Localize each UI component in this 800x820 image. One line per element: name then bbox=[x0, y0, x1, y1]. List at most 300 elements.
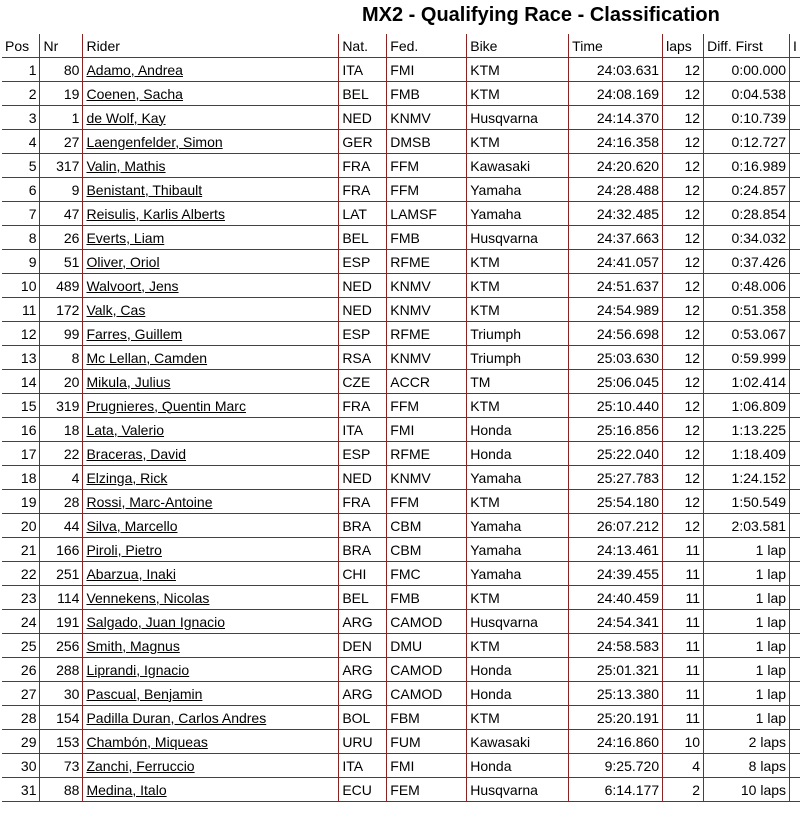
cell-rider bbox=[83, 442, 339, 466]
cell-pos: 25 bbox=[2, 634, 40, 658]
cell-nr: 154 bbox=[40, 706, 83, 730]
cell-rider bbox=[83, 106, 339, 130]
header-pos: Pos bbox=[2, 34, 40, 58]
cell-bike: Yamaha bbox=[467, 202, 569, 226]
cell-rider bbox=[83, 370, 339, 394]
cell-nat: CZE bbox=[339, 370, 387, 394]
cell-diff-first: 1 lap bbox=[704, 634, 790, 658]
cell-fed: RFME bbox=[387, 322, 467, 346]
cell-rider bbox=[83, 466, 339, 490]
cell-bike: Triumph bbox=[467, 322, 569, 346]
cell-rider bbox=[83, 82, 339, 106]
cell-laps: 12 bbox=[663, 178, 704, 202]
cell-diff-first: 0:37.426 bbox=[704, 250, 790, 274]
table-row bbox=[2, 754, 800, 778]
cell-nr: 26 bbox=[40, 226, 83, 250]
cell-pos: 21 bbox=[2, 538, 40, 562]
cell-nr: 153 bbox=[40, 730, 83, 754]
rider-link[interactable]: Benistant, Thibault bbox=[86, 181, 203, 198]
cell-bike: Honda bbox=[467, 418, 569, 442]
cell-extra bbox=[790, 442, 800, 466]
cell-time: 24:54.341 bbox=[569, 610, 663, 634]
cell-laps: 12 bbox=[663, 514, 704, 538]
cell-laps: 11 bbox=[663, 586, 704, 610]
table-row bbox=[2, 586, 800, 610]
cell-nr: 191 bbox=[40, 610, 83, 634]
cell-time: 24:16.358 bbox=[569, 130, 663, 154]
cell-nr: 80 bbox=[40, 58, 83, 82]
cell-diff-first: 1:50.549 bbox=[704, 490, 790, 514]
table-row bbox=[2, 418, 800, 442]
cell-fed: FFM bbox=[387, 178, 467, 202]
cell-pos: 8 bbox=[2, 226, 40, 250]
rider-link[interactable]: Adamo, Andrea bbox=[86, 61, 183, 78]
cell-nr: 20 bbox=[40, 370, 83, 394]
cell-nat: FRA bbox=[339, 394, 387, 418]
cell-laps: 11 bbox=[663, 610, 704, 634]
rider-link[interactable]: Valk, Cas bbox=[86, 301, 146, 318]
rider-link[interactable]: Everts, Liam bbox=[86, 229, 165, 246]
rider-link[interactable]: Rossi, Marc-Antoine bbox=[86, 493, 213, 510]
cell-rider bbox=[83, 274, 339, 298]
cell-laps: 12 bbox=[663, 106, 704, 130]
cell-pos: 17 bbox=[2, 442, 40, 466]
cell-nr: 319 bbox=[40, 394, 83, 418]
cell-diff-first: 2 laps bbox=[704, 730, 790, 754]
cell-pos: 24 bbox=[2, 610, 40, 634]
cell-nat: ARG bbox=[339, 610, 387, 634]
cell-fed: FMI bbox=[387, 754, 467, 778]
rider-link[interactable]: Mikula, Julius bbox=[86, 373, 171, 390]
table-row bbox=[2, 658, 800, 682]
cell-laps: 4 bbox=[663, 754, 704, 778]
cell-pos: 18 bbox=[2, 466, 40, 490]
rider-link[interactable]: Oliver, Oriol bbox=[86, 253, 160, 270]
rider-link[interactable]: Medina, Italo bbox=[86, 781, 167, 798]
cell-diff-first: 0:10.739 bbox=[704, 106, 790, 130]
cell-nat: ITA bbox=[339, 58, 387, 82]
cell-diff-first: 0:00.000 bbox=[704, 58, 790, 82]
cell-fed: RFME bbox=[387, 442, 467, 466]
cell-fed: KNMV bbox=[387, 106, 467, 130]
cell-diff-first: 0:28.854 bbox=[704, 202, 790, 226]
cell-bike: KTM bbox=[467, 394, 569, 418]
cell-fed: CAMOD bbox=[387, 610, 467, 634]
cell-rider bbox=[83, 706, 339, 730]
cell-bike: KTM bbox=[467, 274, 569, 298]
cell-rider bbox=[83, 682, 339, 706]
cell-pos: 9 bbox=[2, 250, 40, 274]
table-row bbox=[2, 610, 800, 634]
cell-fed: FMB bbox=[387, 586, 467, 610]
cell-nat: FRA bbox=[339, 178, 387, 202]
cell-extra bbox=[790, 202, 800, 226]
rider-link[interactable]: Padilla Duran, Carlos Andres bbox=[86, 709, 267, 726]
cell-pos: 29 bbox=[2, 730, 40, 754]
cell-bike: Yamaha bbox=[467, 538, 569, 562]
cell-nr: 114 bbox=[40, 586, 83, 610]
cell-laps: 12 bbox=[663, 202, 704, 226]
cell-nr: 166 bbox=[40, 538, 83, 562]
cell-nat: NED bbox=[339, 298, 387, 322]
cell-rider bbox=[83, 562, 339, 586]
cell-diff-first: 0:12.727 bbox=[704, 130, 790, 154]
cell-extra bbox=[790, 418, 800, 442]
cell-nat: URU bbox=[339, 730, 387, 754]
cell-nr: 28 bbox=[40, 490, 83, 514]
cell-bike: Kawasaki bbox=[467, 154, 569, 178]
cell-laps: 2 bbox=[663, 778, 704, 802]
table-row bbox=[2, 538, 800, 562]
cell-laps: 12 bbox=[663, 154, 704, 178]
cell-bike: Yamaha bbox=[467, 178, 569, 202]
cell-extra bbox=[790, 346, 800, 370]
table-row bbox=[2, 154, 800, 178]
cell-fed: FFM bbox=[387, 490, 467, 514]
table-row bbox=[2, 298, 800, 322]
cell-laps: 12 bbox=[663, 82, 704, 106]
cell-nr: 4 bbox=[40, 466, 83, 490]
cell-bike: KTM bbox=[467, 586, 569, 610]
table-header-row bbox=[2, 34, 800, 58]
cell-extra bbox=[790, 298, 800, 322]
cell-pos: 6 bbox=[2, 178, 40, 202]
table-row bbox=[2, 634, 800, 658]
cell-fed: DMU bbox=[387, 634, 467, 658]
table-row bbox=[2, 706, 800, 730]
cell-laps: 12 bbox=[663, 322, 704, 346]
cell-fed: DMSB bbox=[387, 130, 467, 154]
cell-laps: 11 bbox=[663, 634, 704, 658]
cell-pos: 15 bbox=[2, 394, 40, 418]
cell-extra bbox=[790, 658, 800, 682]
rider-link[interactable]: Braceras, David bbox=[86, 445, 187, 462]
cell-nat: ESP bbox=[339, 322, 387, 346]
table-row bbox=[2, 82, 800, 106]
header-extra: I bbox=[790, 34, 800, 58]
cell-nr: 251 bbox=[40, 562, 83, 586]
cell-diff-first: 10 laps bbox=[704, 778, 790, 802]
cell-pos: 11 bbox=[2, 298, 40, 322]
cell-rider bbox=[83, 538, 339, 562]
table-row bbox=[2, 562, 800, 586]
cell-pos: 1 bbox=[2, 58, 40, 82]
cell-nat: BEL bbox=[339, 226, 387, 250]
cell-time: 24:14.370 bbox=[569, 106, 663, 130]
cell-time: 9:25.720 bbox=[569, 754, 663, 778]
cell-rider bbox=[83, 58, 339, 82]
header-rider: Rider bbox=[83, 34, 339, 58]
cell-nr: 489 bbox=[40, 274, 83, 298]
cell-nr: 51 bbox=[40, 250, 83, 274]
cell-extra bbox=[790, 730, 800, 754]
cell-fed: FUM bbox=[387, 730, 467, 754]
cell-rider bbox=[83, 634, 339, 658]
cell-pos: 31 bbox=[2, 778, 40, 802]
header-fed: Fed. bbox=[387, 34, 467, 58]
table-row bbox=[2, 226, 800, 250]
cell-nr: 317 bbox=[40, 154, 83, 178]
cell-time: 24:03.631 bbox=[569, 58, 663, 82]
cell-pos: 23 bbox=[2, 586, 40, 610]
cell-extra bbox=[790, 130, 800, 154]
cell-nr: 73 bbox=[40, 754, 83, 778]
cell-extra bbox=[790, 58, 800, 82]
cell-pos: 4 bbox=[2, 130, 40, 154]
cell-diff-first: 0:59.999 bbox=[704, 346, 790, 370]
cell-bike: KTM bbox=[467, 58, 569, 82]
table-row bbox=[2, 442, 800, 466]
rider-link[interactable]: Walvoort, Jens bbox=[86, 277, 179, 294]
cell-bike: Honda bbox=[467, 442, 569, 466]
cell-laps: 12 bbox=[663, 274, 704, 298]
cell-diff-first: 1 lap bbox=[704, 682, 790, 706]
rider-link[interactable]: de Wolf, Kay bbox=[86, 109, 166, 126]
cell-extra bbox=[790, 514, 800, 538]
cell-diff-first: 1:24.152 bbox=[704, 466, 790, 490]
cell-pos: 22 bbox=[2, 562, 40, 586]
cell-extra bbox=[790, 586, 800, 610]
cell-nr: 256 bbox=[40, 634, 83, 658]
cell-fed: FMB bbox=[387, 226, 467, 250]
cell-extra bbox=[790, 466, 800, 490]
cell-fed: RFME bbox=[387, 250, 467, 274]
cell-laps: 12 bbox=[663, 226, 704, 250]
table-row bbox=[2, 178, 800, 202]
cell-bike: Honda bbox=[467, 682, 569, 706]
rider-link[interactable]: Salgado, Juan Ignacio bbox=[86, 613, 226, 630]
rider-link[interactable]: Farres, Guillem bbox=[86, 325, 183, 342]
cell-laps: 10 bbox=[663, 730, 704, 754]
rider-link[interactable]: Elzinga, Rick bbox=[86, 469, 168, 486]
table-row bbox=[2, 490, 800, 514]
rider-link[interactable]: Smith, Magnus bbox=[86, 637, 180, 654]
table-row bbox=[2, 778, 800, 802]
cell-diff-first: 1 lap bbox=[704, 562, 790, 586]
table-row bbox=[2, 274, 800, 298]
cell-time: 24:20.620 bbox=[569, 154, 663, 178]
cell-time: 24:58.583 bbox=[569, 634, 663, 658]
rider-link[interactable]: Laengenfelder, Simon bbox=[86, 133, 223, 150]
cell-fed: FMI bbox=[387, 418, 467, 442]
cell-nat: RSA bbox=[339, 346, 387, 370]
cell-extra bbox=[790, 322, 800, 346]
cell-extra bbox=[790, 562, 800, 586]
cell-pos: 19 bbox=[2, 490, 40, 514]
cell-nat: NED bbox=[339, 106, 387, 130]
cell-nat: FRA bbox=[339, 490, 387, 514]
rider-link[interactable]: Piroli, Pietro bbox=[86, 541, 162, 558]
rider-link[interactable]: Silva, Marcello bbox=[86, 517, 178, 534]
cell-laps: 12 bbox=[663, 370, 704, 394]
cell-pos: 14 bbox=[2, 370, 40, 394]
cell-nr: 19 bbox=[40, 82, 83, 106]
cell-extra bbox=[790, 394, 800, 418]
cell-time: 26:07.212 bbox=[569, 514, 663, 538]
cell-rider bbox=[83, 754, 339, 778]
cell-extra bbox=[790, 370, 800, 394]
cell-bike: Honda bbox=[467, 754, 569, 778]
cell-time: 24:32.485 bbox=[569, 202, 663, 226]
cell-time: 24:08.169 bbox=[569, 82, 663, 106]
cell-pos: 10 bbox=[2, 274, 40, 298]
cell-nat: BOL bbox=[339, 706, 387, 730]
rider-link[interactable]: Prugnieres, Quentin Marc bbox=[86, 397, 246, 414]
header-bike: Bike bbox=[467, 34, 569, 58]
cell-laps: 12 bbox=[663, 466, 704, 490]
table-row bbox=[2, 130, 800, 154]
table-row bbox=[2, 106, 800, 130]
cell-bike: Yamaha bbox=[467, 514, 569, 538]
cell-nat: FRA bbox=[339, 154, 387, 178]
table-row bbox=[2, 730, 800, 754]
cell-rider bbox=[83, 250, 339, 274]
header-nr: Nr bbox=[40, 34, 83, 58]
cell-fed: FBM bbox=[387, 706, 467, 730]
cell-diff-first: 1:13.225 bbox=[704, 418, 790, 442]
cell-nr: 288 bbox=[40, 658, 83, 682]
cell-rider bbox=[83, 178, 339, 202]
cell-fed: FMI bbox=[387, 58, 467, 82]
cell-nat: NED bbox=[339, 274, 387, 298]
table-row bbox=[2, 514, 800, 538]
cell-diff-first: 8 laps bbox=[704, 754, 790, 778]
cell-bike: KTM bbox=[467, 706, 569, 730]
cell-pos: 3 bbox=[2, 106, 40, 130]
cell-extra bbox=[790, 82, 800, 106]
cell-nr: 44 bbox=[40, 514, 83, 538]
cell-rider bbox=[83, 778, 339, 802]
header-diff-first: Diff. First bbox=[704, 34, 790, 58]
cell-rider bbox=[83, 730, 339, 754]
cell-nr: 1 bbox=[40, 106, 83, 130]
cell-pos: 27 bbox=[2, 682, 40, 706]
cell-bike: Husqvarna bbox=[467, 610, 569, 634]
cell-fed: FFM bbox=[387, 394, 467, 418]
cell-extra bbox=[790, 106, 800, 130]
rider-link[interactable]: Chambón, Miqueas bbox=[86, 733, 208, 750]
cell-time: 25:54.180 bbox=[569, 490, 663, 514]
cell-pos: 13 bbox=[2, 346, 40, 370]
cell-time: 24:37.663 bbox=[569, 226, 663, 250]
cell-pos: 30 bbox=[2, 754, 40, 778]
rider-link[interactable]: Liprandi, Ignacio bbox=[86, 661, 190, 678]
cell-extra bbox=[790, 682, 800, 706]
cell-rider bbox=[83, 130, 339, 154]
cell-bike: KTM bbox=[467, 634, 569, 658]
table-row bbox=[2, 322, 800, 346]
cell-rider bbox=[83, 322, 339, 346]
cell-laps: 11 bbox=[663, 538, 704, 562]
cell-laps: 12 bbox=[663, 418, 704, 442]
rider-link[interactable]: Mc Lellan, Camden bbox=[86, 349, 208, 366]
cell-fed: KNMV bbox=[387, 298, 467, 322]
rider-link[interactable]: Coenen, Sacha bbox=[86, 85, 183, 102]
cell-rider bbox=[83, 154, 339, 178]
table-row bbox=[2, 682, 800, 706]
rider-link[interactable]: Reisulis, Karlis Alberts bbox=[86, 205, 225, 222]
cell-bike: Yamaha bbox=[467, 466, 569, 490]
cell-extra bbox=[790, 274, 800, 298]
cell-nat: ARG bbox=[339, 658, 387, 682]
cell-diff-first: 1 lap bbox=[704, 658, 790, 682]
table-row bbox=[2, 346, 800, 370]
rider-link[interactable]: Zanchi, Ferruccio bbox=[86, 757, 195, 774]
cell-laps: 12 bbox=[663, 346, 704, 370]
cell-laps: 11 bbox=[663, 682, 704, 706]
cell-extra bbox=[790, 778, 800, 802]
cell-rider bbox=[83, 610, 339, 634]
cell-time: 6:14.177 bbox=[569, 778, 663, 802]
cell-bike: KTM bbox=[467, 82, 569, 106]
table-body bbox=[2, 58, 800, 802]
cell-nat: GER bbox=[339, 130, 387, 154]
cell-fed: KNMV bbox=[387, 274, 467, 298]
cell-rider bbox=[83, 658, 339, 682]
cell-nr: 18 bbox=[40, 418, 83, 442]
cell-pos: 16 bbox=[2, 418, 40, 442]
cell-laps: 12 bbox=[663, 298, 704, 322]
cell-fed: FMC bbox=[387, 562, 467, 586]
table-row bbox=[2, 202, 800, 226]
rider-link[interactable]: Lata, Valerio bbox=[86, 421, 165, 438]
cell-time: 25:10.440 bbox=[569, 394, 663, 418]
cell-bike: Triumph bbox=[467, 346, 569, 370]
cell-nat: BRA bbox=[339, 514, 387, 538]
cell-diff-first: 0:51.358 bbox=[704, 298, 790, 322]
cell-fed: CBM bbox=[387, 538, 467, 562]
page-title: MX2 - Qualifying Race - Classification bbox=[362, 4, 720, 26]
cell-time: 24:41.057 bbox=[569, 250, 663, 274]
cell-extra bbox=[790, 226, 800, 250]
cell-laps: 12 bbox=[663, 250, 704, 274]
cell-time: 24:13.461 bbox=[569, 538, 663, 562]
cell-bike: Yamaha bbox=[467, 562, 569, 586]
cell-diff-first: 0:53.067 bbox=[704, 322, 790, 346]
cell-extra bbox=[790, 538, 800, 562]
cell-time: 24:28.488 bbox=[569, 178, 663, 202]
cell-rider bbox=[83, 418, 339, 442]
cell-laps: 11 bbox=[663, 706, 704, 730]
cell-nat: DEN bbox=[339, 634, 387, 658]
cell-laps: 12 bbox=[663, 58, 704, 82]
cell-bike: KTM bbox=[467, 490, 569, 514]
cell-laps: 12 bbox=[663, 442, 704, 466]
cell-fed: FFM bbox=[387, 154, 467, 178]
rider-link[interactable]: Vennekens, Nicolas bbox=[86, 589, 210, 606]
cell-nat: ITA bbox=[339, 754, 387, 778]
cell-fed: FEM bbox=[387, 778, 467, 802]
cell-time: 25:03.630 bbox=[569, 346, 663, 370]
cell-nr: 30 bbox=[40, 682, 83, 706]
cell-nat: CHI bbox=[339, 562, 387, 586]
cell-rider bbox=[83, 202, 339, 226]
cell-laps: 11 bbox=[663, 658, 704, 682]
rider-link[interactable]: Pascual, Benjamin bbox=[86, 685, 203, 702]
cell-laps: 12 bbox=[663, 130, 704, 154]
rider-link[interactable]: Abarzua, Inaki bbox=[86, 565, 176, 582]
rider-link[interactable]: Valin, Mathis bbox=[86, 157, 166, 174]
cell-extra bbox=[790, 634, 800, 658]
cell-bike: KTM bbox=[467, 130, 569, 154]
cell-nr: 22 bbox=[40, 442, 83, 466]
cell-pos: 5 bbox=[2, 154, 40, 178]
cell-rider bbox=[83, 226, 339, 250]
cell-nat: ITA bbox=[339, 418, 387, 442]
cell-diff-first: 2:03.581 bbox=[704, 514, 790, 538]
cell-nat: ESP bbox=[339, 250, 387, 274]
classification-table bbox=[2, 34, 800, 802]
